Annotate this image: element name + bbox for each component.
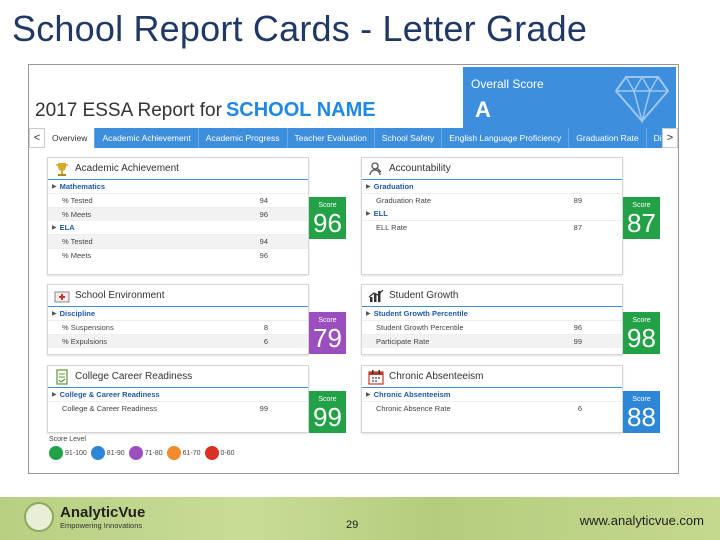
metric-row xyxy=(48,193,308,207)
metric-label: % Tested xyxy=(62,237,93,246)
career-score-box xyxy=(309,391,346,433)
score-level-legend xyxy=(49,436,235,460)
absenteeism-score-box xyxy=(623,391,660,433)
legend-label: 81-90 xyxy=(106,449,125,457)
person-search-icon xyxy=(368,161,384,177)
report-title-prefix: 2017 ESSA Report for xyxy=(35,100,222,121)
overall-score-label: Overall Score xyxy=(471,77,544,91)
legend-color-dot xyxy=(167,446,181,460)
legend-item xyxy=(129,446,163,460)
expand-caret-icon: ▶ xyxy=(366,211,371,217)
section-name: Discipline xyxy=(59,309,96,318)
metric-row xyxy=(48,320,308,334)
card-accountability xyxy=(361,157,623,275)
section-name: Student Growth Percentile xyxy=(373,309,468,318)
metric-value: 96 xyxy=(259,251,268,260)
brand-name: AnalyticVue xyxy=(60,504,146,521)
brand-logo xyxy=(24,502,145,532)
calendar-icon xyxy=(368,369,384,385)
score-label: Score xyxy=(318,202,337,209)
footer xyxy=(0,497,720,540)
metric-value: 94 xyxy=(259,237,268,246)
score-label: Score xyxy=(318,317,337,324)
section-name: Graduation xyxy=(373,182,414,191)
card-title xyxy=(362,285,622,307)
metric-label: % Suspensions xyxy=(62,323,114,332)
section-header[interactable] xyxy=(362,307,622,320)
legend-label: 0-60 xyxy=(220,449,235,457)
card-title-text: College Career Readiness xyxy=(75,371,193,382)
metric-label: ELL Rate xyxy=(376,223,407,232)
metric-value: 99 xyxy=(573,337,582,346)
score-value: 96 xyxy=(313,208,342,238)
legend-title: Score Level xyxy=(49,436,86,443)
card-body xyxy=(362,307,622,348)
section-name: ELA xyxy=(59,223,75,232)
legend-color-dot xyxy=(49,446,63,460)
checklist-icon xyxy=(54,369,70,385)
section-name: Mathematics xyxy=(59,182,106,191)
overall-score-grade: A xyxy=(475,97,491,122)
card-title xyxy=(48,158,308,180)
legend-items xyxy=(49,446,235,460)
page-number: 29 xyxy=(346,519,359,531)
score-value: 87 xyxy=(627,208,656,238)
metric-value: 8 xyxy=(263,323,268,332)
card-body xyxy=(362,180,622,234)
card-title-text: School Environment xyxy=(75,290,165,301)
metric-row xyxy=(48,248,308,262)
metric-label: College & Career Readiness xyxy=(62,404,158,413)
metric-row xyxy=(48,234,308,248)
bar-chart-icon xyxy=(368,288,384,304)
trophy-icon xyxy=(54,161,70,177)
metric-row xyxy=(362,220,622,234)
section-header[interactable] xyxy=(362,388,622,401)
section-name: ELL xyxy=(373,209,388,218)
expand-caret-icon: ▶ xyxy=(52,311,57,317)
section-header[interactable] xyxy=(362,180,622,193)
metric-label: % Expulsions xyxy=(62,337,108,346)
report-title xyxy=(35,99,376,122)
card-title xyxy=(362,158,622,180)
card-title xyxy=(48,285,308,307)
card-school-environment xyxy=(47,284,309,355)
card-title-text: Academic Achievement xyxy=(75,163,179,174)
metric-value: 6 xyxy=(263,337,268,346)
legend-label: 71-80 xyxy=(144,449,163,457)
score-label: Score xyxy=(632,202,651,209)
section-header[interactable] xyxy=(362,207,622,220)
card-college-career-readiness xyxy=(47,365,309,433)
card-title-text: Chronic Absenteeism xyxy=(389,371,484,382)
legend-item xyxy=(91,446,125,460)
section-name: Chronic Absenteeism xyxy=(373,390,451,399)
section-header[interactable] xyxy=(48,221,308,234)
section-header[interactable] xyxy=(48,180,308,193)
card-title xyxy=(48,366,308,388)
logo-mark-icon xyxy=(24,502,54,532)
expand-caret-icon: ▶ xyxy=(52,225,57,231)
environment-score-box xyxy=(309,312,346,354)
metric-row xyxy=(48,401,308,415)
legend-color-dot xyxy=(205,446,219,460)
tab-item[interactable]: Graduation Rate xyxy=(569,128,646,148)
diamond-icon xyxy=(614,71,670,125)
card-title-text: Accountability xyxy=(389,163,451,174)
card-body xyxy=(48,388,308,415)
metric-label: % Meets xyxy=(62,251,92,260)
section-name: College & Career Readiness xyxy=(59,390,160,399)
expand-caret-icon: ▶ xyxy=(366,184,371,190)
legend-item xyxy=(167,446,201,460)
tab-scroll-left-button[interactable]: < xyxy=(29,128,45,148)
metric-row xyxy=(362,334,622,348)
score-value: 79 xyxy=(313,323,342,353)
score-value: 88 xyxy=(627,402,656,432)
legend-color-dot xyxy=(91,446,105,460)
tab-bar xyxy=(29,128,678,148)
metric-value: 87 xyxy=(573,223,582,232)
metric-label: % Meets xyxy=(62,210,92,219)
score-label: Score xyxy=(318,396,337,403)
site-url[interactable]: www.analyticvue.com xyxy=(579,513,704,528)
metric-label: Graduation Rate xyxy=(376,196,432,205)
expand-caret-icon: ▶ xyxy=(52,392,57,398)
tab-item[interactable]: Overview xyxy=(45,128,95,148)
metric-value: 96 xyxy=(573,323,582,332)
metric-row xyxy=(362,401,622,415)
metric-value: 89 xyxy=(573,196,582,205)
score-value: 98 xyxy=(627,323,656,353)
metric-label: Participate Rate xyxy=(376,337,430,346)
card-body xyxy=(48,307,308,348)
legend-label: 61-70 xyxy=(182,449,201,457)
metric-value: 99 xyxy=(259,404,268,413)
tab-item[interactable]: Academic Achievement xyxy=(95,128,198,148)
legend-label: 91-100 xyxy=(65,449,87,457)
card-academic-achievement xyxy=(47,157,309,275)
card-student-growth xyxy=(361,284,623,355)
score-value: 99 xyxy=(313,402,342,432)
legend-color-dot xyxy=(129,446,143,460)
accountability-score-box xyxy=(623,197,660,239)
legend-item xyxy=(49,446,87,460)
tab-scroll-right-button[interactable]: > xyxy=(662,128,678,148)
expand-caret-icon: ▶ xyxy=(366,392,371,398)
metric-row xyxy=(48,207,308,221)
card-title xyxy=(362,366,622,388)
card-chronic-absenteeism xyxy=(361,365,623,433)
expand-caret-icon: ▶ xyxy=(366,311,371,317)
school-name: SCHOOL NAME xyxy=(225,99,376,121)
tab-item[interactable]: Teacher Evaluation xyxy=(288,128,375,148)
first-aid-icon xyxy=(54,288,70,304)
metric-label: Student Growth Percentile xyxy=(376,323,464,332)
section-header[interactable] xyxy=(48,307,308,320)
metric-value: 96 xyxy=(259,210,268,219)
report-screenshot xyxy=(28,64,679,474)
tab-item[interactable]: School Safety xyxy=(375,128,442,148)
metric-value: 94 xyxy=(259,196,268,205)
legend-item xyxy=(205,446,235,460)
tab-item[interactable]: Di xyxy=(647,128,662,148)
overall-score-panel xyxy=(463,67,676,129)
tab-item[interactable]: English Language Proficiency xyxy=(442,128,569,148)
score-label: Score xyxy=(632,396,651,403)
metric-row xyxy=(362,320,622,334)
metric-row xyxy=(48,334,308,348)
metric-label: Chronic Absence Rate xyxy=(376,404,451,413)
tab-item[interactable]: Academic Progress xyxy=(199,128,288,148)
card-body xyxy=(362,388,622,415)
score-label: Score xyxy=(632,317,651,324)
brand-tagline: Empowering Innovations xyxy=(60,521,143,530)
academic-score-box xyxy=(309,197,346,239)
expand-caret-icon: ▶ xyxy=(52,184,57,190)
section-header[interactable] xyxy=(48,388,308,401)
tab-list xyxy=(45,128,662,148)
metric-row xyxy=(362,193,622,207)
metric-label: % Tested xyxy=(62,196,93,205)
slide-title: School Report Cards - Letter Grade xyxy=(12,8,588,49)
card-title-text: Student Growth xyxy=(389,290,459,301)
metric-value: 6 xyxy=(577,404,582,413)
growth-score-box xyxy=(623,312,660,354)
card-body xyxy=(48,180,308,262)
